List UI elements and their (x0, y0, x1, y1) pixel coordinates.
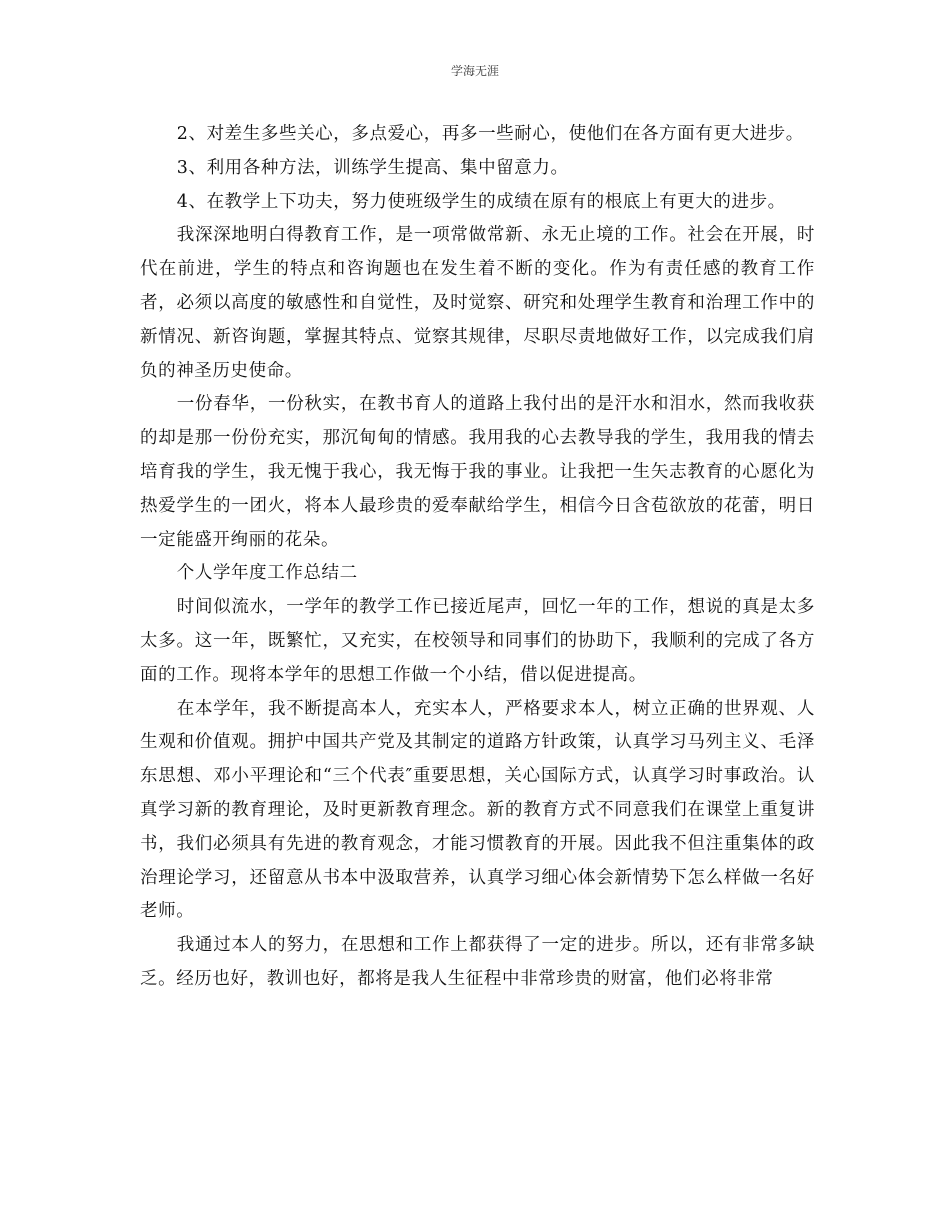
paragraph: 4、在教学上下功夫，努力使班级学生的成绩在原有的根底上有更大的进步。 (176, 191, 786, 212)
paragraph: 2、对差生多些关心，多点爱心，再多一些耐心，使他们在各方面有更大进步。 (176, 124, 804, 144)
document-body (140, 118, 815, 997)
paragraph: 我深深地明白得教育工作，是一项常做常新、永无止境的工作。社会在开展，时代在前进，学生的特点和咨询题也在发生着不断的变化。作为有责任感的教育工作者，必须以高度的敏感性和自觉性，及时觉察、研究和处理学生教育和治理工作中的新情况、新咨询题，掌握其特点、觉察其规律，尽职尽责地做好工作，以完成我们肩负的神圣历史使命。 (140, 225, 815, 381)
paragraph: 我通过本人的努力，在思想和工作上都获得了一定的进步。所以，还有非常多缺乏。经历也好，教训也好，都将是我人生征程中非常珍贵的财富，他们必将非常 (140, 935, 815, 989)
paragraph: 时间似流水，一学年的教学工作已接近尾声，回忆一年的工作，想说的真是太多太多。这一年，既繁忙，又充实，在校领导和同事们的协助下，我顺利的完成了各方面的工作。现将本学年的思想工作做一个小结，借以促进提高。 (140, 597, 815, 685)
paragraph: 一份春华，一份秋实，在教书育人的道路上我付出的是汗水和泪水，然而我收获的却是那一份份充实，那沉甸甸的情感。我用我的心去教导我的学生，我用我的情去培育我的学生，我无愧于我心，我无悔于我的事业。让我把一生矢志教育的心愿化为热爱学生的一团火，将本人最珍贵的爱奉献给学生，相信今日含苞欲放的花蕾，明日一定能盛开绚丽的花朵。 (140, 394, 815, 550)
page-header: 学海无涯 (450, 64, 499, 78)
paragraph: 在本学年，我不断提高本人，充实本人，严格要求本人，树立正确的世界观、人生观和价值观。拥护中国共产党及其制定的道路方针政策，认真学习马列主义、毛泽东思想、邓小平理论和“三个代表″重要思想，关心国际方式，认真学习时事政治。认真学习新的教育理论，及时更新教育理念。新的教育方式不同意我们在课堂上重复讲书，我们必须具有先进的教育观念，才能习惯教育的开展。因此我不但注重集体的政治理论学习，还留意从书本中汲取营养，认真学习细心体会新情势下怎么样做一名好老师。 (140, 698, 815, 922)
paragraph: 3、利用各种方法，训练学生提高、集中留意力。 (176, 157, 569, 178)
section-heading: 个人学年度工作总结二 (176, 563, 358, 584)
